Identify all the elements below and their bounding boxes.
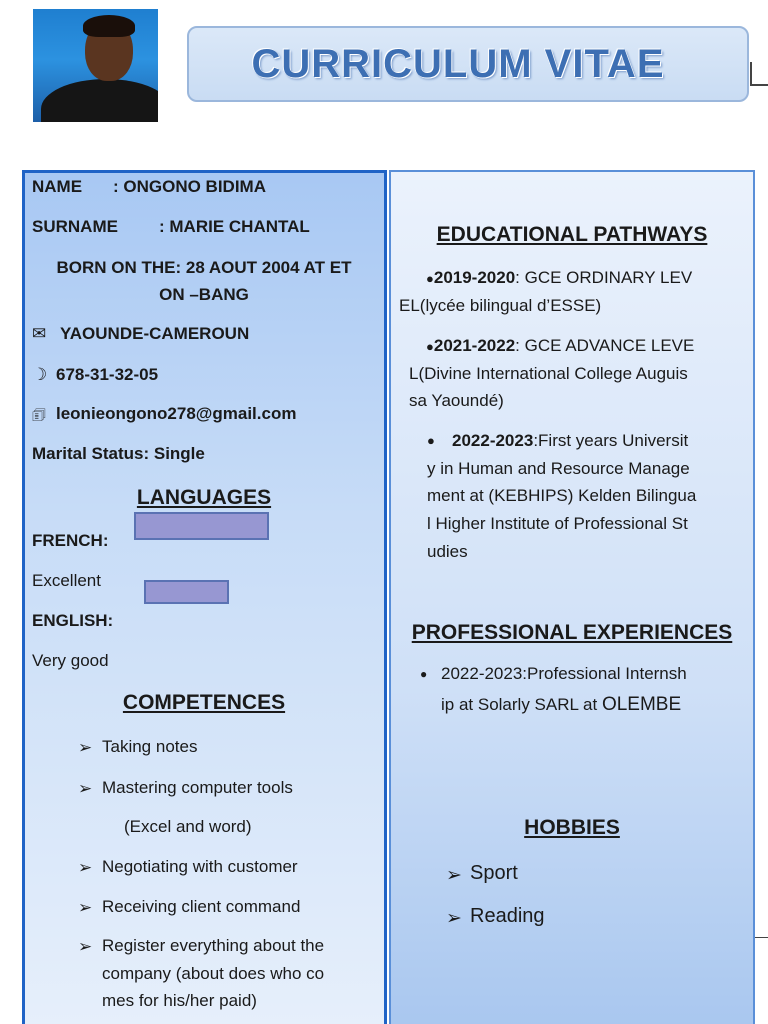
education-item-3-year: 2022-2023 — [452, 431, 534, 450]
language-french-level-bar — [134, 512, 269, 540]
competence-item-4: Receiving client command — [102, 897, 301, 916]
competence-item-1: Taking notes — [102, 737, 198, 756]
hobbies-heading: HOBBIES — [524, 816, 620, 839]
competence-bullet-icon: ➢ — [78, 858, 93, 877]
experience-line-2-text: ip at Solarly SARL at — [441, 695, 602, 714]
competence-item-2-detail: (Excel and word) — [124, 817, 252, 836]
competence-item-5-line-1: Register everything about the — [102, 936, 325, 955]
bullet-icon: ● — [427, 433, 435, 448]
language-english-label: ENGLISH: — [32, 611, 114, 630]
edge-mark-top — [750, 62, 752, 86]
competence-bullet-icon: ➢ — [78, 779, 93, 798]
title-banner — [187, 26, 749, 102]
education-item-1-text: : GCE ORDINARY LEV — [515, 268, 693, 287]
surname-value: : MARIE CHANTAL — [159, 217, 310, 236]
language-english-level: Very good — [32, 651, 109, 670]
education-item-2-line-3: sa Yaoundé) — [409, 391, 504, 410]
competence-bullet-icon: ➢ — [78, 738, 93, 757]
competence-item-3: Negotiating with customer — [102, 857, 298, 876]
experience-heading: PROFESSIONAL EXPERIENCES — [411, 621, 733, 644]
competence-item-5-line-3: mes for his/her paid) — [102, 991, 257, 1010]
competences-heading: COMPETENCES — [122, 691, 286, 714]
education-item-1-line-2: EL(lycée bilingual d’ESSE) — [399, 296, 602, 315]
language-french-label: FRENCH: — [32, 531, 109, 550]
education-item-2-text: : GCE ADVANCE LEVE — [515, 336, 695, 355]
page-title: CURRICULUM VITAE — [251, 41, 665, 86]
name-label: NAME — [32, 177, 83, 196]
competence-bullet-icon: ➢ — [78, 937, 93, 956]
education-item-3-line-1 — [452, 431, 688, 451]
profile-photo — [33, 9, 158, 122]
education-item-3-line-4: l Higher Institute of Professional St — [427, 514, 688, 533]
hobby-bullet-icon: ➢ — [446, 908, 462, 929]
name-value: : ONGONO BIDIMA — [113, 177, 266, 196]
education-item-1-line-1 — [426, 268, 692, 288]
education-heading: EDUCATIONAL PATHWAYS — [436, 223, 708, 246]
bullet-icon: ● — [426, 339, 434, 354]
experience-line-1: 2022-2023:Professional Internsh — [441, 664, 687, 683]
marital-status: Marital Status: Single — [32, 444, 205, 463]
education-item-2-year: 2021-2022 — [433, 336, 516, 355]
phone-text: 678-31-32-05 — [56, 365, 159, 384]
photo-body-shape — [41, 79, 158, 122]
education-item-3-line-3: ment at (KEBHIPS) Kelden Bilingua — [427, 486, 697, 505]
education-item-3-line-5: udies — [427, 542, 468, 561]
hobby-bullet-icon: ➢ — [446, 865, 462, 886]
phone-icon: ☽ — [32, 365, 48, 384]
experience-line-2 — [441, 694, 681, 716]
language-english-level-bar — [144, 580, 229, 604]
envelope-icon: ✉ — [32, 324, 47, 343]
competence-item-2: Mastering computer tools — [102, 778, 293, 797]
language-french-level: Excellent — [32, 571, 101, 590]
edge-mark-top-h — [750, 84, 768, 86]
address-text: YAOUNDE-CAMEROUN — [60, 324, 250, 343]
bullet-icon: ● — [420, 667, 428, 681]
email-text: leonieongono278@gmail.com — [56, 404, 297, 423]
languages-heading: LANGUAGES — [136, 486, 272, 509]
surname-label: SURNAME — [32, 217, 118, 236]
education-item-2-line-1 — [426, 336, 694, 356]
competence-item-5-line-2: company (about does who co — [102, 964, 325, 983]
experience-location: OLEMBE — [601, 694, 682, 715]
born-line-1: BORN ON THE: 28 AOUT 2004 AT ET — [56, 258, 352, 277]
email-icon: 🗊 — [32, 406, 46, 424]
education-item-2-line-2: L(Divine International College Auguis — [409, 364, 688, 383]
competence-bullet-icon: ➢ — [78, 898, 93, 917]
education-item-3-line-2: y in Human and Resource Manage — [427, 459, 690, 478]
hobby-item-2: Reading — [470, 905, 545, 927]
education-item-1-year: 2019-2020 — [433, 268, 516, 287]
hobby-item-1: Sport — [470, 862, 518, 884]
education-item-3-text: :First years Universit — [533, 431, 689, 450]
born-line-2: ON –BANG — [159, 285, 249, 304]
bullet-icon: ● — [426, 271, 434, 286]
photo-hair-shape — [83, 15, 135, 37]
